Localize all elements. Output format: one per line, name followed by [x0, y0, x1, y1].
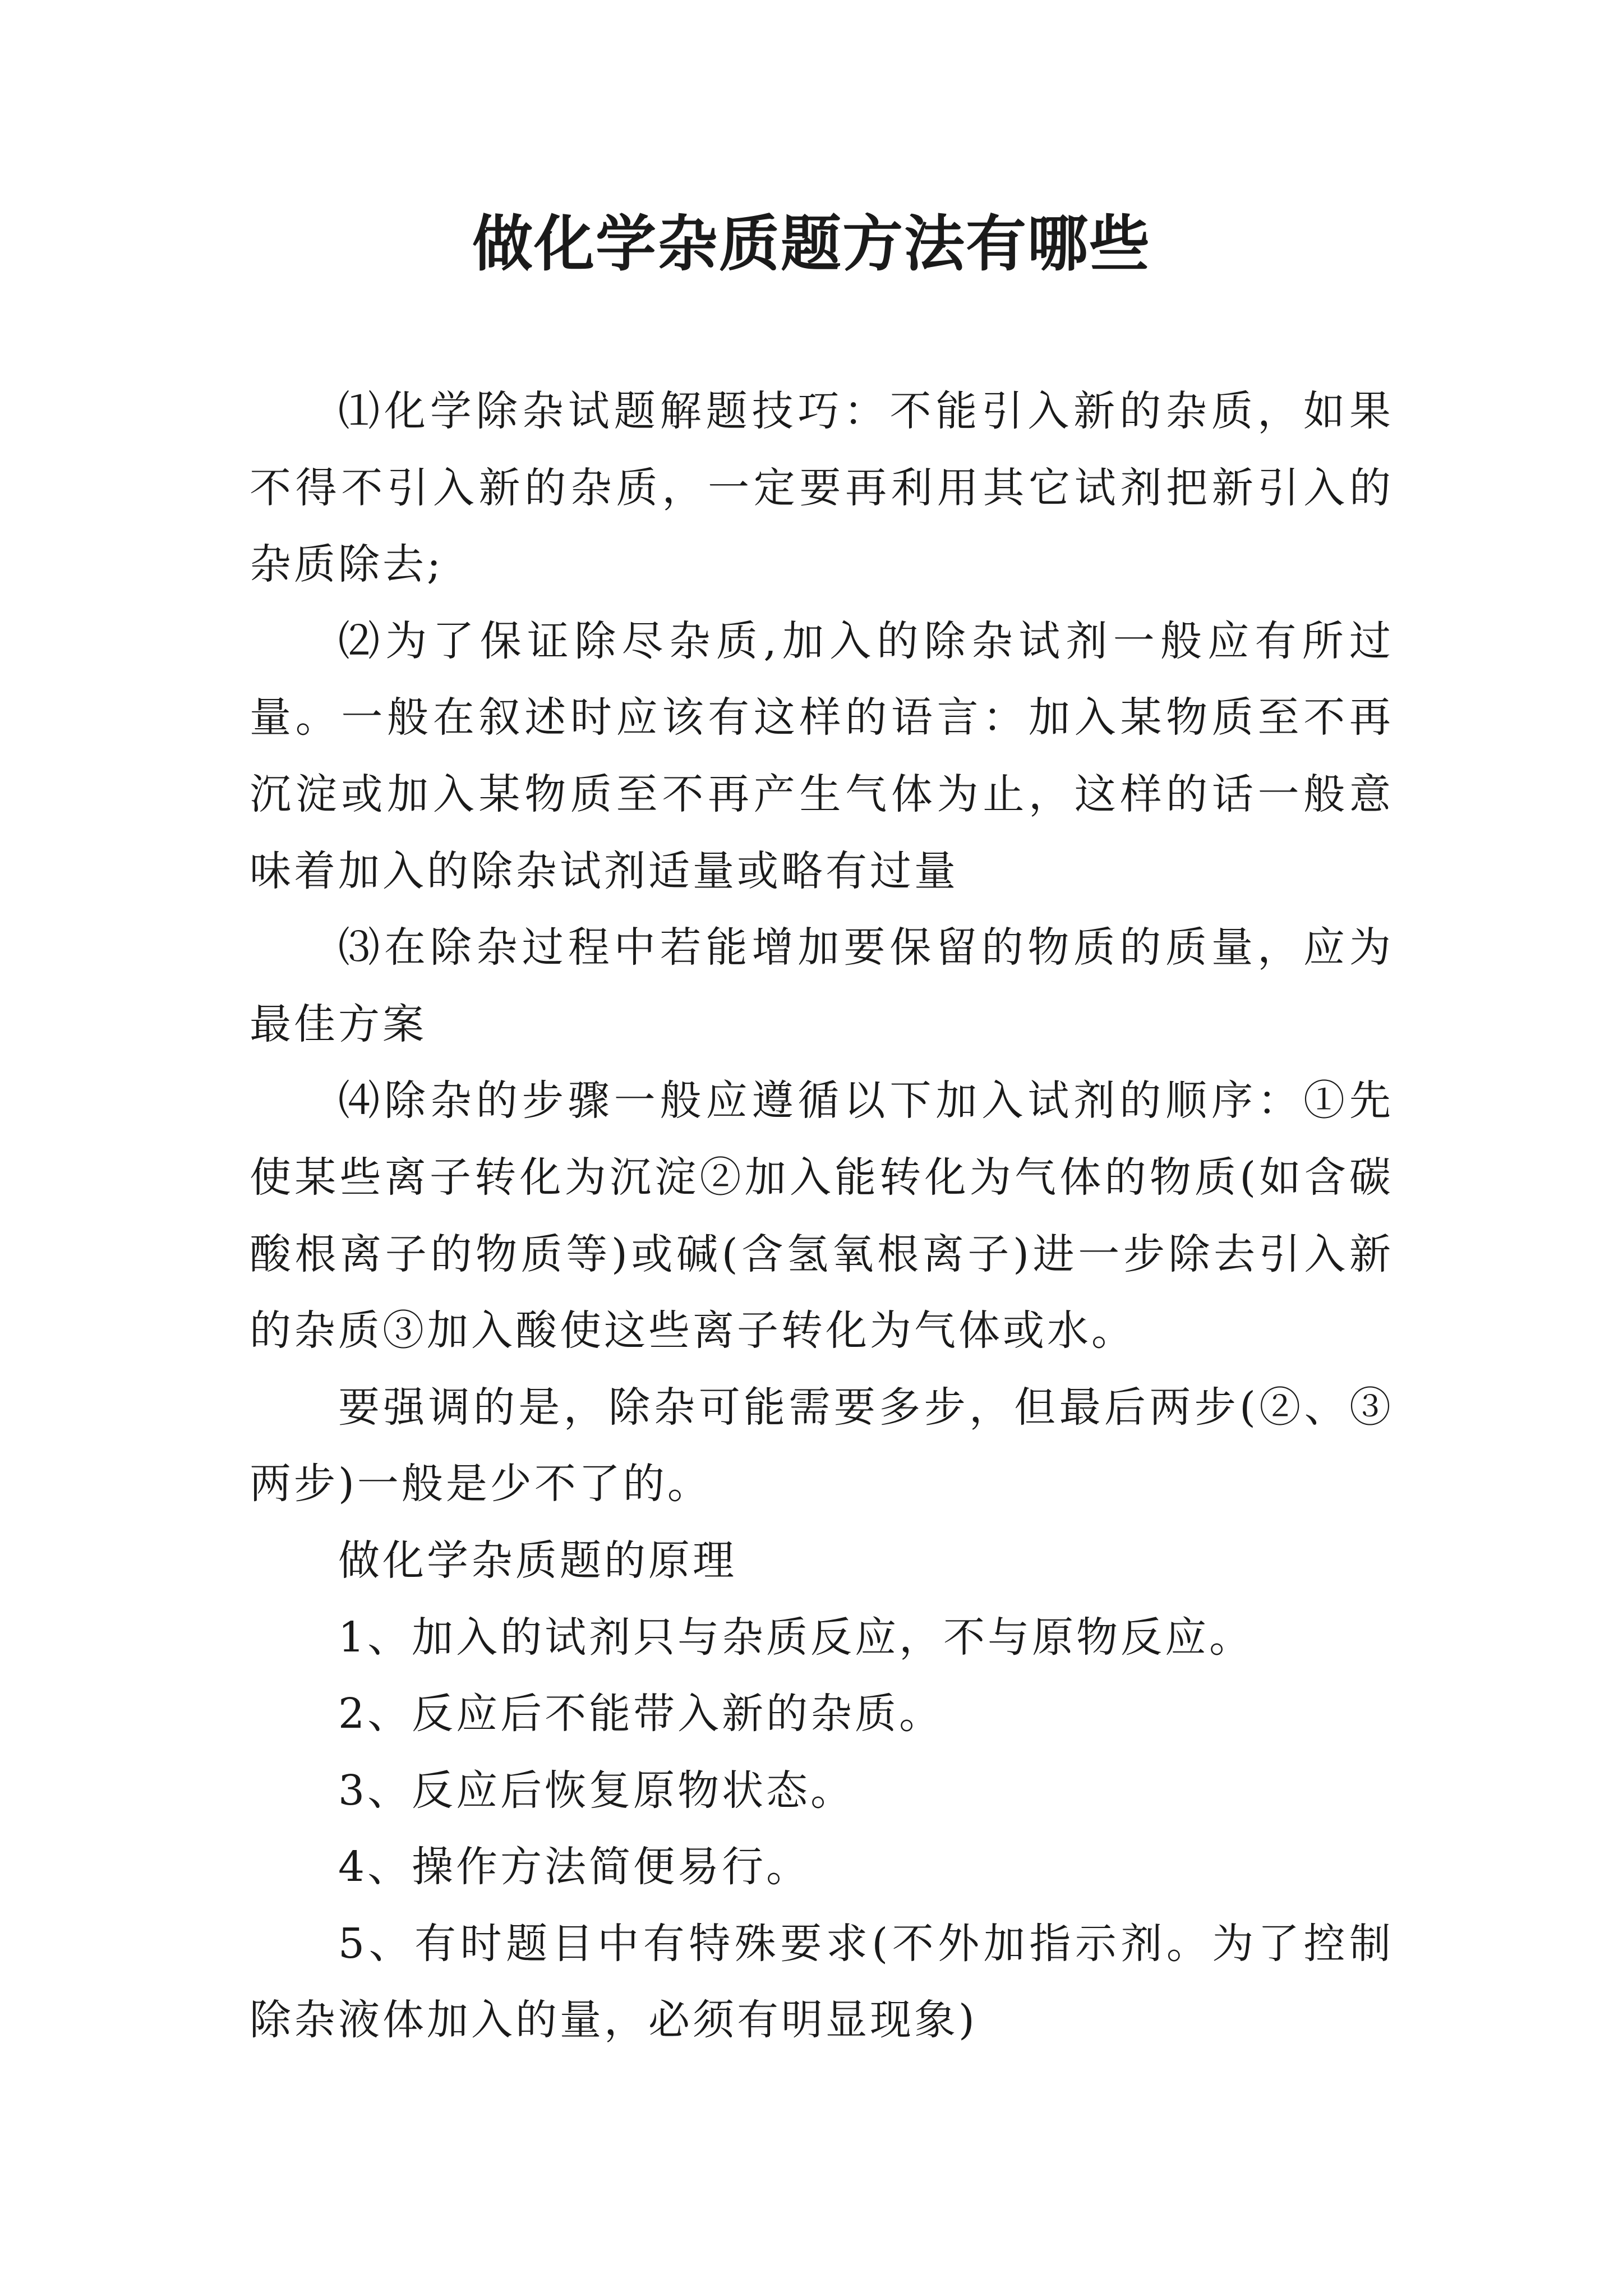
principle-item-3: 3、反应后恢复原物状态。	[338, 1766, 855, 1815]
paragraph-emphasis: 要强调的是，除杂可能需要多步，但最后两步(②、③两步)一般是少不了的。	[250, 1383, 1394, 1508]
principle-item-1: 1、加入的试剂只与杂质反应，不与原物反应。	[338, 1613, 1254, 1662]
paragraph-tip-1: ⑴化学除杂试题解题技巧：不能引入新的杂质，如果不得不引入新的杂质，一定要再利用其它试剂把新引入的杂质除去;	[250, 387, 1394, 589]
principle-item-4: 4、操作方法简便易行。	[338, 1843, 811, 1892]
document-body	[250, 373, 1394, 2059]
principle-item-5: 5、有时题目中有特殊要求(不外加指示剂。为了控制除杂液体加入的量，必须有明显现象)	[250, 1919, 1394, 2045]
paragraph-tip-2: ⑵为了保证除尽杂质,加入的除杂试剂一般应有所过量。一般在叙述时应该有这样的语言：加入某物质至不再沉淀或加入某物质至不再产生气体为止，这样的话一般意味着加入的除杂试剂适量或略有过量	[250, 616, 1394, 895]
document-title: 做化学杂质题方法有哪些	[472, 209, 1151, 279]
paragraph-tip-3: ⑶在除杂过程中若能增加要保留的物质的质量，应为最佳方案	[250, 923, 1394, 1048]
principle-item-2: 2、反应后不能带入新的杂质。	[338, 1690, 944, 1738]
section-heading-principles: 做化学杂质题的原理	[338, 1536, 737, 1585]
paragraph-tip-4: ⑷除杂的步骤一般应遵循以下加入试剂的顺序：①先使某些离子转化为沉淀②加入能转化为气体的物质(如含碳酸根离子的物质等)或碱(含氢氧根离子)进一步除去引入新的杂质③加入酸使这些离子转化为气体或水。	[250, 1076, 1394, 1355]
